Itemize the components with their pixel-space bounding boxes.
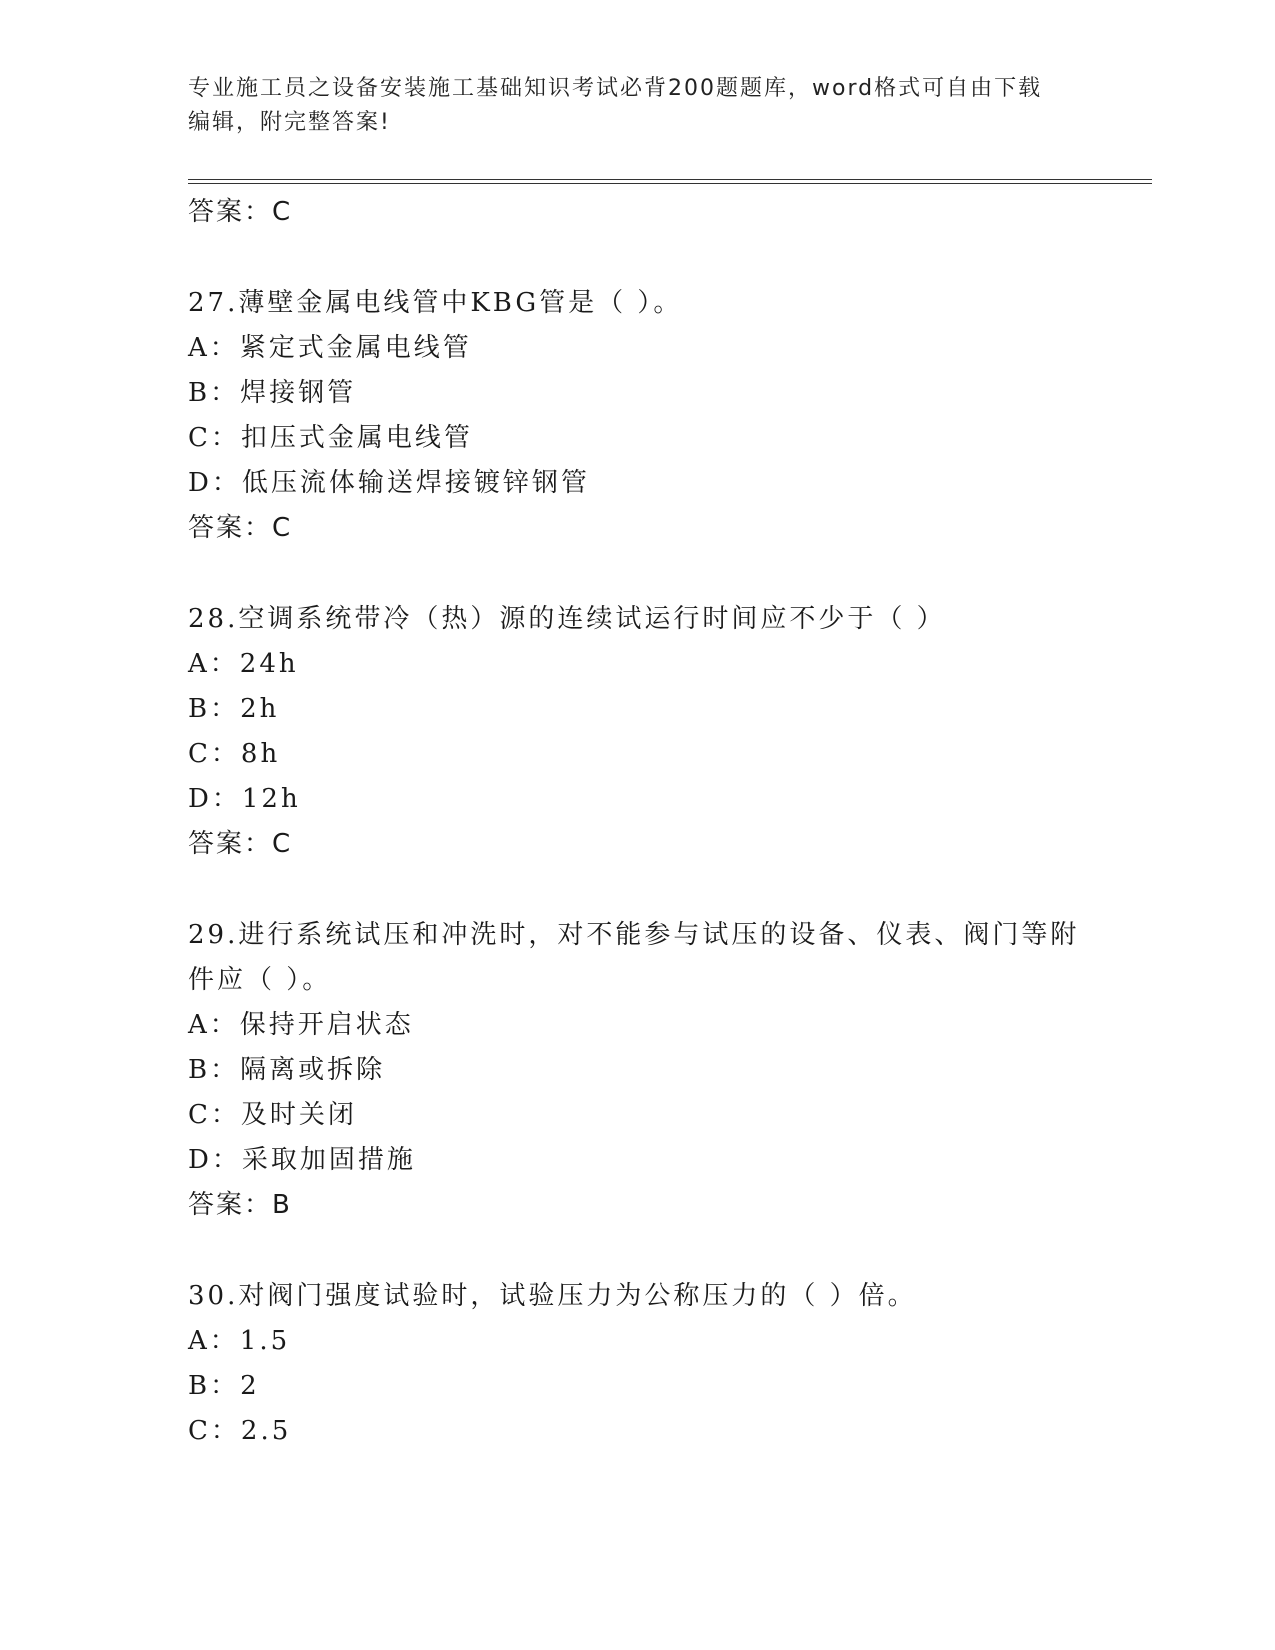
option-text: 1.5 <box>239 1326 291 1356</box>
option-separator: ： <box>210 1055 240 1085</box>
option-separator: ： <box>209 333 239 363</box>
header-line-2: 编辑，附完整答案! <box>188 110 391 135</box>
answer-option <box>188 1409 1108 1454</box>
option-letter: C <box>188 1100 211 1130</box>
answer-option <box>188 371 1108 416</box>
option-separator: ： <box>209 649 239 679</box>
question-list <box>188 190 1108 1454</box>
option-letter: B <box>188 378 211 408</box>
question-text: 29.进行系统试压和冲洗时，对不能参与试压的设备、仪表、阀门等附件应（ ）。 <box>188 920 1080 995</box>
answer-line: 答案：B <box>188 1190 292 1220</box>
question-block <box>188 281 1108 551</box>
answer-line: 答案：C <box>188 513 293 543</box>
option-text: 2 <box>240 1371 260 1401</box>
option-letter: A <box>188 1326 210 1356</box>
answer-option <box>188 416 1108 461</box>
option-text: 紧定式金属电线管 <box>239 333 472 363</box>
option-separator: ： <box>210 1371 240 1401</box>
answer-option <box>188 461 1108 506</box>
answer-option <box>188 642 1108 687</box>
option-separator: ： <box>210 378 240 408</box>
answer-option <box>188 1048 1108 1093</box>
option-separator: ： <box>209 1326 239 1356</box>
option-letter: B <box>188 694 211 724</box>
option-text: 扣压式金属电线管 <box>240 423 473 453</box>
option-separator: ： <box>210 1100 240 1130</box>
answer-line: 答案：C <box>188 829 293 859</box>
question-text: 28.空调系统带冷（热）源的连续试运行时间应不少于（ ） <box>188 604 946 634</box>
answer-option <box>188 687 1108 732</box>
option-text: 保持开启状态 <box>239 1010 414 1040</box>
option-text: 24h <box>239 649 299 679</box>
option-text: 8h <box>240 739 281 769</box>
option-separator: ： <box>209 1010 239 1040</box>
option-letter: B <box>188 1055 211 1085</box>
option-text: 低压流体输送焊接镀锌钢管 <box>241 468 590 498</box>
header-line-1: 专业施工员之设备安装施工基础知识考试必背200题题库，word格式可自由下载 <box>188 76 1043 101</box>
option-separator: ： <box>210 423 240 453</box>
option-separator: ： <box>210 694 240 724</box>
option-letter: C <box>188 423 211 453</box>
question-text: 30.对阀门强度试验时，试验压力为公称压力的（ ）倍。 <box>188 1281 917 1311</box>
answer-option <box>188 732 1108 777</box>
option-letter: A <box>188 649 210 679</box>
option-separator: ： <box>211 784 241 814</box>
answer-option <box>188 326 1108 371</box>
option-separator: ： <box>210 739 240 769</box>
option-separator: ： <box>211 468 241 498</box>
option-separator: ： <box>210 1416 240 1446</box>
question-text: 27.薄壁金属电线管中KBG管是（ ）。 <box>188 288 683 318</box>
question-block <box>188 913 1108 1228</box>
answer-option <box>188 1093 1108 1138</box>
document-header <box>188 72 1088 140</box>
answer-line: 答案：C <box>188 197 293 227</box>
option-text: 隔离或拆除 <box>240 1055 386 1085</box>
answer-option <box>188 1319 1108 1364</box>
answer-option <box>188 1003 1108 1048</box>
answer-option <box>188 1364 1108 1409</box>
option-letter: A <box>188 333 210 363</box>
question-block <box>188 597 1108 867</box>
option-letter: C <box>188 739 211 769</box>
header-divider-bottom <box>188 183 1152 184</box>
option-letter: D <box>188 1145 212 1175</box>
answer-option <box>188 777 1108 822</box>
option-text: 及时关闭 <box>240 1100 357 1130</box>
option-text: 2h <box>240 694 280 724</box>
option-text: 采取加固措施 <box>241 1145 416 1175</box>
option-text: 2.5 <box>240 1416 292 1446</box>
option-letter: A <box>188 1010 210 1040</box>
option-text: 焊接钢管 <box>240 378 357 408</box>
question-block <box>188 1274 1108 1454</box>
option-separator: ： <box>211 1145 241 1175</box>
option-letter: D <box>188 468 212 498</box>
option-letter: B <box>188 1371 211 1401</box>
header-divider-top <box>188 179 1152 180</box>
option-letter: C <box>188 1416 211 1446</box>
option-text: 12h <box>241 784 301 814</box>
option-letter: D <box>188 784 212 814</box>
answer-option <box>188 1138 1108 1183</box>
